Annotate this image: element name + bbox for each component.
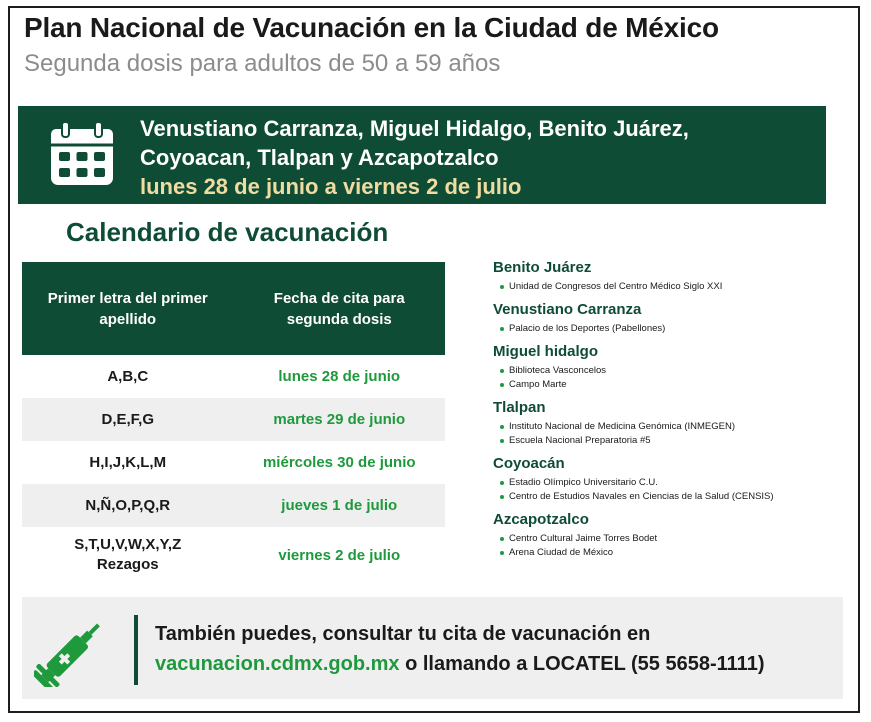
row-date: viernes 2 de julio [278,546,401,564]
page-subtitle: Segunda dosis para adultos de 50 a 59 años [24,50,501,77]
site-borough: Azcapotzalco [493,511,589,528]
vaccination-sites [493,258,853,566]
banner-municipalities-line-1: Venustiano Carranza, Miguel Hidalgo, Benito Juárez, [140,116,689,141]
row-date: jueves 1 de julio [281,497,398,514]
site-place: Biblioteca Vasconcelos [493,364,853,378]
site-borough: Coyoacán [493,455,565,472]
row-letters: D,E,F,G [101,411,154,428]
table-row [22,398,445,441]
row-letters: A,B,C [107,368,149,385]
vaccination-website-link[interactable]: vacunacion.cdmx.gob.mx [155,653,400,675]
table-row [22,527,445,583]
table-row [22,441,445,484]
site-place: Campo Marte [493,378,853,392]
site-place: Centro de Estudios Navales en Ciencias de la Salud (CENSIS) [493,490,853,504]
contact-footer [22,597,843,699]
row-letters-extra: Rezagos [96,556,159,573]
site-borough: Tlalpan [493,399,546,416]
site-place: Instituto Nacional de Medicina Genómica (INMEGEN) [493,420,853,434]
site-borough: Benito Juárez [493,259,592,276]
site-borough: Miguel hidalgo [493,343,598,360]
site-place: Unidad de Congresos del Centro Médico Siglo XXI [493,280,853,294]
table-row [22,355,445,398]
site-place: Escuela Nacional Preparatoria #5 [493,434,853,448]
site-place: Arena Ciudad de México [493,546,853,560]
info-banner [18,106,826,204]
site-group [493,342,853,392]
locatel-phone-text: o llamando a LOCATEL (55 5658-1111) [399,653,765,675]
footer-line-2 [155,653,764,676]
banner-date-range: lunes 28 de junio a viernes 2 de julio [140,174,522,199]
row-date: martes 29 de junio [273,411,406,428]
table-row [22,484,445,527]
site-group [493,258,853,294]
site-place: Palacio de los Deportes (Pabellones) [493,322,853,336]
site-group [493,300,853,336]
site-group [493,510,853,560]
row-letters: N,Ñ,O,P,Q,R [85,497,171,514]
footer-divider [134,615,138,685]
site-group [493,398,853,448]
calendar-table [22,262,445,583]
row-letters [22,527,234,583]
calendar-title: Calendario de vacunación [66,217,389,247]
row-letters: H,I,J,K,L,M [89,454,167,471]
site-place: Estadio Olímpico Universitario C.U. [493,476,853,490]
page-title: Plan Nacional de Vacunación en la Ciudad de México [24,12,719,43]
row-letters-main: S,T,U,V,W,X,Y,Z [74,536,182,553]
table-header [22,262,445,355]
footer-line-1: También puedes, consultar tu cita de vacunación en [155,623,651,645]
site-place: Centro Cultural Jaime Torres Bodet [493,532,853,546]
header-letter: Primer letra del primer apellido [47,289,208,328]
banner-municipalities-line-2: Coyoacan, Tlalpan y Azcapotzalco [140,145,499,170]
header-date: Fecha de cita para segunda dosis [273,289,405,328]
syringe-icon [34,611,112,687]
row-date: lunes 28 de junio [278,368,401,385]
calendar-icon [48,120,116,188]
row-date: miércoles 30 de junio [262,454,416,471]
site-group [493,454,853,504]
site-borough: Venustiano Carranza [493,301,642,318]
